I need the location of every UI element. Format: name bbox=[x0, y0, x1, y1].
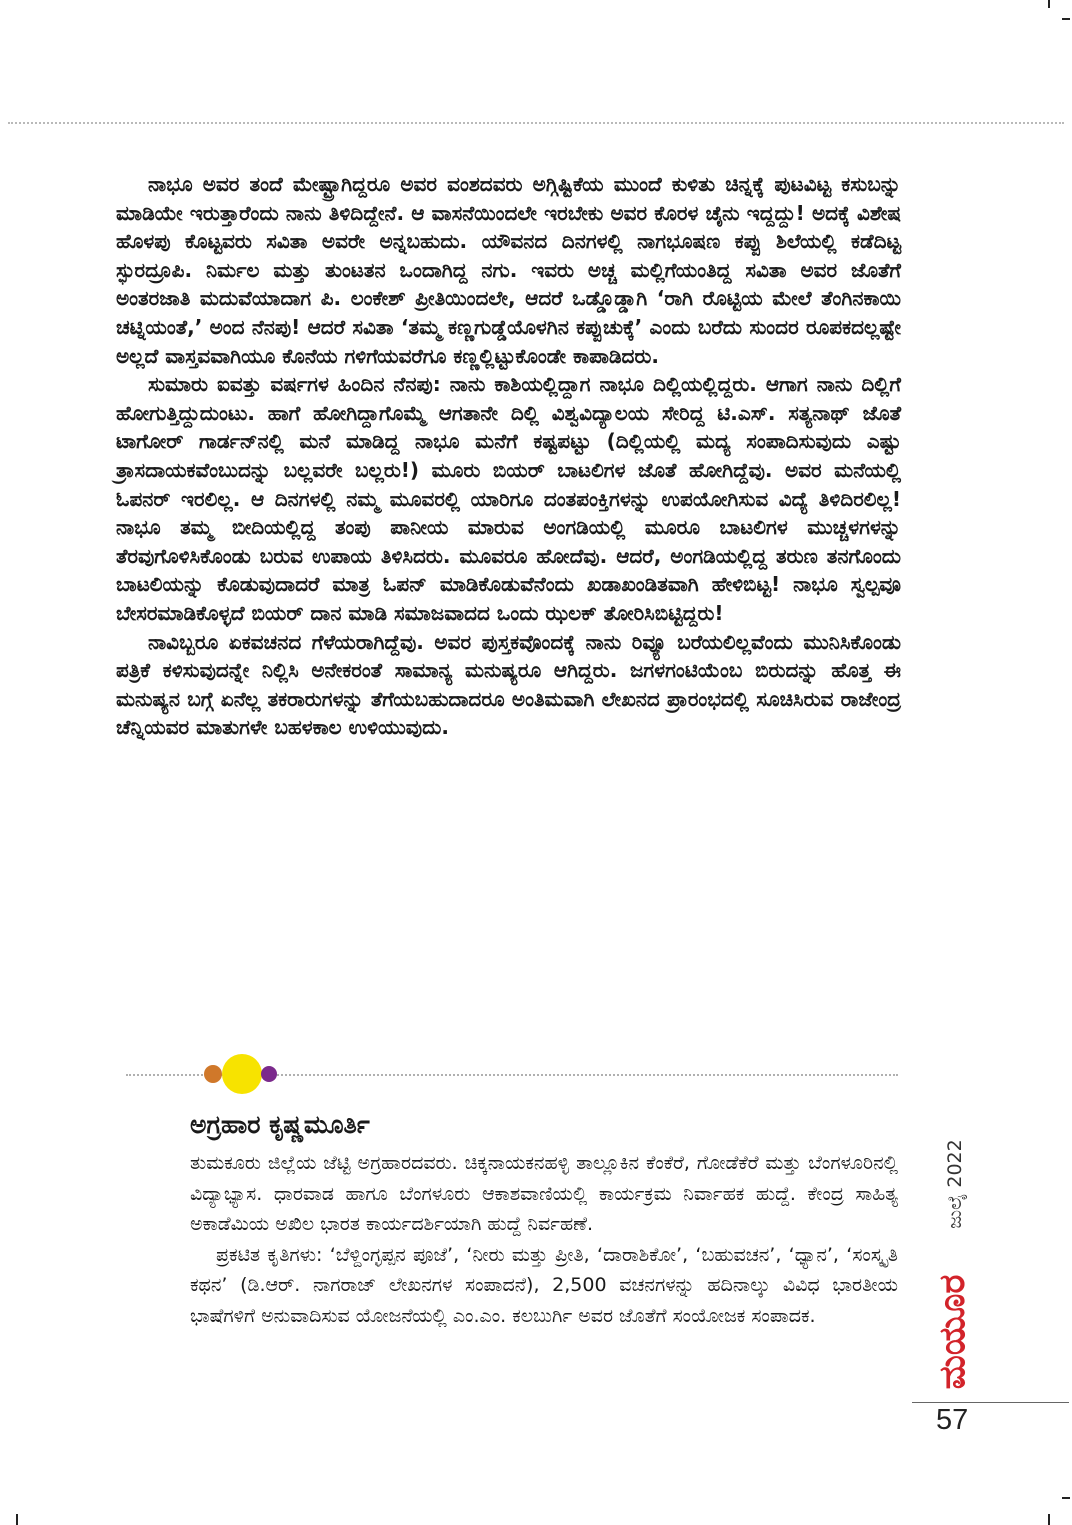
author-name: ಅಗ್ರಹಾರ ಕೃಷ್ಣಮೂರ್ತಿ bbox=[190, 1110, 370, 1139]
crop-mark-right-bottom bbox=[1048, 1514, 1050, 1525]
yellow-dot-ornament bbox=[222, 1054, 262, 1094]
magazine-logo-text: ಮಯೂರ bbox=[932, 1274, 973, 1390]
crop-mark-right-top bbox=[1062, 18, 1070, 20]
article-paragraph: ಸುಮಾರು ಐವತ್ತು ವರ್ಷಗಳ ಹಿಂದಿನ ನೆನಪು: ನಾನು ಕಾಶಿಯಲ್ಲಿದ್ದಾಗ ನಾಭೂ ದಿಲ್ಲಿಯಲ್ಲಿದ್ದರು. ಆಗಾಗ ನಾನು ದಿಲ್ಲಿಗೆ ಹೋಗುತ್ತಿದ್ದುದುಂಟು. ಹಾಗೆ ಹೋಗಿದ್ದಾಗೊಮ್ಮೆ ಆಗತಾನೇ ದಿಲ್ಲಿ ವಿಶ್ವವಿದ್ಯಾಲಯ ಸೇರಿದ್ದ ಟಿ.ಎಸ್. ಸತ್ಯನಾಥ್ ಜೊತೆ ಟಾಗೋರ್ ಗಾರ್ಡನ್‌ನಲ್ಲಿ ಮನೆ ಮಾಡಿದ್ದ ನಾಭೂ ಮನೆಗೆ ಕಷ್ಟಪಟ್ಟು (ದಿಲ್ಲಿಯಲ್ಲಿ ಮದ್ಯ ಸಂಪಾದಿಸುವುದು ಎಷ್ಟು ತ್ರಾಸದಾಯಕವೆಂಬುದನ್ನು ಬಲ್ಲವರೇ ಬಲ್ಲರು!) ಮೂರು ಬಿಯರ್ ಬಾಟಲಿಗಳ ಜೊತೆ ಹೋಗಿದ್ದೆವು. ಅವರ ಮನೆಯಲ್ಲಿ ಓಪನರ್ ಇರಲಿಲ್ಲ. ಆ ದಿನಗಳಲ್ಲಿ ನಮ್ಮ ಮೂವರಲ್ಲಿ ಯಾರಿಗೂ ದಂತಪಂಕ್ತಿಗಳನ್ನು ಉಪಯೋಗಿಸುವ ವಿದ್ಯೆ ತಿಳಿದಿರಲಿಲ್ಲ! ನಾಭೂ ತಮ್ಮ ಬೀದಿಯಲ್ಲಿದ್ದ ತಂಪು ಪಾನೀಯ ಮಾರುವ ಅಂಗಡಿಯಲ್ಲಿ ಮೂರೂ ಬಾಟಲಿಗಳ ಮುಚ್ಚಳಗಳನ್ನು ತೆರವುಗೊಳಿಸಿಕೊಂಡು ಬರುವ ಉಪಾಯ ತಿಳಿಸಿದರು. ಮೂವರೂ ಹೋದೆವು. ಆದರೆ, ಅಂಗಡಿಯಲ್ಲಿದ್ದ ತರುಣ ತನಗೊಂದು ಬಾಟಲಿಯನ್ನು ಕೊಡುವುದಾದರೆ ಮಾತ್ರ ಓಪನ್ ಮಾಡಿಕೊಡುವೆನೆಂದು ಖಡಾಖಂಡಿತವಾಗಿ ಹೇಳಿಬಿಟ್ಟ! ನಾಭೂ ಸ್ವಲ್ಪವೂ ಬೇಸರಮಾಡಿಕೊಳ್ಳದೆ ಬಿಯರ್ ದಾನ ಮಾಡಿ ಸಮಾಜವಾದದ ಒಂದು ಝಲಕ್ ತೋರಿಸಿಬಿಟ್ಟಿದ್ದರು! bbox=[116, 372, 901, 625]
crop-mark-top-right bbox=[1048, 0, 1050, 8]
article-paragraph: ನಾಭೂ ಅವರ ತಂದೆ ಮೇಷ್ಟ್ರಾಗಿದ್ದರೂ ಅವರ ವಂಶದವರು ಅಗ್ಗಿಷ್ಟಿಕೆಯ ಮುಂದೆ ಕುಳಿತು ಚಿನ್ನಕ್ಕೆ ಪುಟವಿಟ್ಟ ಕಸುಬನ್ನು ಮಾಡಿಯೇ ಇರುತ್ತಾರೆಂದು ನಾನು ತಿಳಿದಿದ್ದೇನೆ. ಆ ವಾಸನೆಯಿಂದಲೇ ಇರಬೇಕು ಅವರ ಕೊರಳ ಚೈನು ಇದ್ದದ್ದು! ಅದಕ್ಕೆ ವಿಶೇಷ ಹೊಳಪು ಕೊಟ್ಟವರು ಸವಿತಾ ಅವರೇ ಅನ್ನಬಹುದು. ಯೌವನದ ದಿನಗಳಲ್ಲಿ ನಾಗಭೂಷಣ ಕಪ್ಪು ಶಿಲೆಯಲ್ಲಿ ಕಡೆದಿಟ್ಟ ಸ್ಫುರದ್ರೂಪಿ. ನಿರ್ಮಲ ಮತ್ತು ತುಂಟತನ ಒಂದಾಗಿದ್ದ ನಗು. ಇವರು ಅಚ್ಚ ಮಲ್ಲಿಗೆಯಂತಿದ್ದ ಸವಿತಾ ಅವರ ಜೊತೆಗೆ ಅಂತರಜಾತಿ ಮದುವೆಯಾದಾಗ ಪಿ. ಲಂಕೇಶ್ ಪ್ರೀತಿಯಿಂದಲೇ, ಆದರೆ ಒಡ್ಡೊಡ್ಡಾಗಿ ‘ರಾಗಿ ರೊಟ್ಟಿಯ ಮೇಲೆ ತೆಂಗಿನಕಾಯಿ ಚಟ್ನಿಯಂತೆ,’ ಅಂದ ನೆನಪು! ಆದರೆ ಸವಿತಾ ‘ತಮ್ಮ ಕಣ್ಣಗುಡ್ಡೆಯೊಳಗಿನ ಕಪ್ಪುಚುಕ್ಕೆ’ ಎಂದು ಬರೆದು ಸುಂದರ ರೂಪಕದಲ್ಲಷ್ಟೇ ಅಲ್ಲದೆ ವಾಸ್ತವವಾಗಿಯೂ ಕೊನೆಯ ಗಳಿಗೆಯವರೆಗೂ ಕಣ್ಣಲ್ಲಿಟ್ಟುಕೊಂಡೇ ಕಾಪಾಡಿದರು. bbox=[116, 172, 902, 368]
top-dotted-rule bbox=[8, 122, 1064, 124]
page-number: 57 bbox=[936, 1404, 969, 1436]
author-bio-text bbox=[190, 1148, 898, 1331]
author-bio bbox=[190, 1108, 898, 1331]
magazine-logo bbox=[928, 1262, 978, 1402]
issue-date bbox=[940, 1124, 970, 1244]
bio-paragraph: ಪ್ರಕಟಿತ ಕೃತಿಗಳು: ‘ಬೆಳ್ದಿಂಗ್ಳಪ್ಪನ ಪೂಜೆ’, ‘ನೀರು ಮತ್ತು ಪ್ರೀತಿ, ‘ದಾರಾಶಿಕೋ’, ‘ಬಹುವಚನ’, ‘ಧ್ಯಾನ’, ‘ಸಂಸ್ಕೃತಿ ಕಥನ’ (ಡಿ.ಆರ್. ನಾಗರಾಜ್ ಲೇಖನಗಳ ಸಂಪಾದನೆ), 2,500 ವಚನಗಳನ್ನು ಹದಿನಾಲ್ಕು ವಿವಿಧ ಭಾರತೀಯ ಭಾಷೆಗಳಿಗೆ ಅನುವಾದಿಸುವ ಯೋಜನೆಯಲ್ಲಿ ಎಂ.ಎಂ. ಕಲಬುರ್ಗಿ ಅವರ ಜೊತೆಗೆ ಸಂಯೋಜಕ ಸಂಪಾದಕ. bbox=[190, 1243, 898, 1327]
article-body bbox=[116, 170, 901, 742]
page-number-rule bbox=[912, 1402, 1069, 1403]
crop-mark-right-lower bbox=[1062, 1497, 1070, 1499]
issue-date-text: ಜುಲೈ 2022 bbox=[944, 1139, 966, 1229]
orange-dot-ornament bbox=[204, 1065, 222, 1083]
purple-dot-ornament bbox=[261, 1066, 277, 1082]
bio-paragraph: ತುಮಕೂರು ಜಿಲ್ಲೆಯ ಜೆಟ್ಟಿ ಅಗ್ರಹಾರದವರು. ಚಿಕ್ಕನಾಯಕನಹಳ್ಳಿ ತಾಲ್ಲೂಕಿನ ಕೆಂಕೆರೆ, ಗೋಡೆಕೆರೆ ಮತ್ತು ಬೆಂಗಳೂರಿನಲ್ಲಿ ವಿದ್ಯಾಭ್ಯಾಸ. ಧಾರವಾಡ ಹಾಗೂ ಬೆಂಗಳೂರು ಆಕಾಶವಾಣಿಯಲ್ಲಿ ಕಾರ್ಯಕ್ರಮ ನಿರ್ವಾಹಕ ಹುದ್ದೆ. ಕೇಂದ್ರ ಸಾಹಿತ್ಯ ಅಕಾಡೆಮಿಯ ಅಖಿಲ ಭಾರತ ಕಾರ್ಯದರ್ಶಿಯಾಗಿ ಹುದ್ದೆ ನಿರ್ವಹಣೆ. bbox=[190, 1152, 898, 1235]
article-paragraph: ನಾವಿಬ್ಬರೂ ಏಕವಚನದ ಗೆಳೆಯರಾಗಿದ್ದೆವು. ಅವರ ಪುಸ್ತಕವೊಂದಕ್ಕೆ ನಾನು ರಿವ್ಯೂ ಬರೆಯಲಿಲ್ಲವೆಂದು ಮುನಿಸಿಕೊಂಡು ಪತ್ರಿಕೆ ಕಳಿಸುವುದನ್ನೇ ನಿಲ್ಲಿಸಿ ಅನೇಕರಂತೆ ಸಾಮಾನ್ಯ ಮನುಷ್ಯರೂ ಆಗಿದ್ದರು. ಜಗಳಗಂಟಿಯೆಂಬ ಬಿರುದನ್ನು ಹೊತ್ತ ಈ ಮನುಷ್ಯನ ಬಗ್ಗೆ ಏನೆಲ್ಲ ತಕರಾರುಗಳನ್ನು ತೆಗೆಯಬಹುದಾದರೂ ಅಂತಿಮವಾಗಿ ಲೇಖನದ ಪ್ರಾರಂಭದಲ್ಲಿ ಸೂಚಿಸಿರುವ ರಾಜೇಂದ್ರ ಚೆನ್ನಿಯವರ ಮಾತುಗಳೇ ಬಹಳಕಾಲ ಉಳಿಯುವುದು. bbox=[116, 629, 901, 740]
crop-mark-left-bottom bbox=[16, 1514, 18, 1525]
